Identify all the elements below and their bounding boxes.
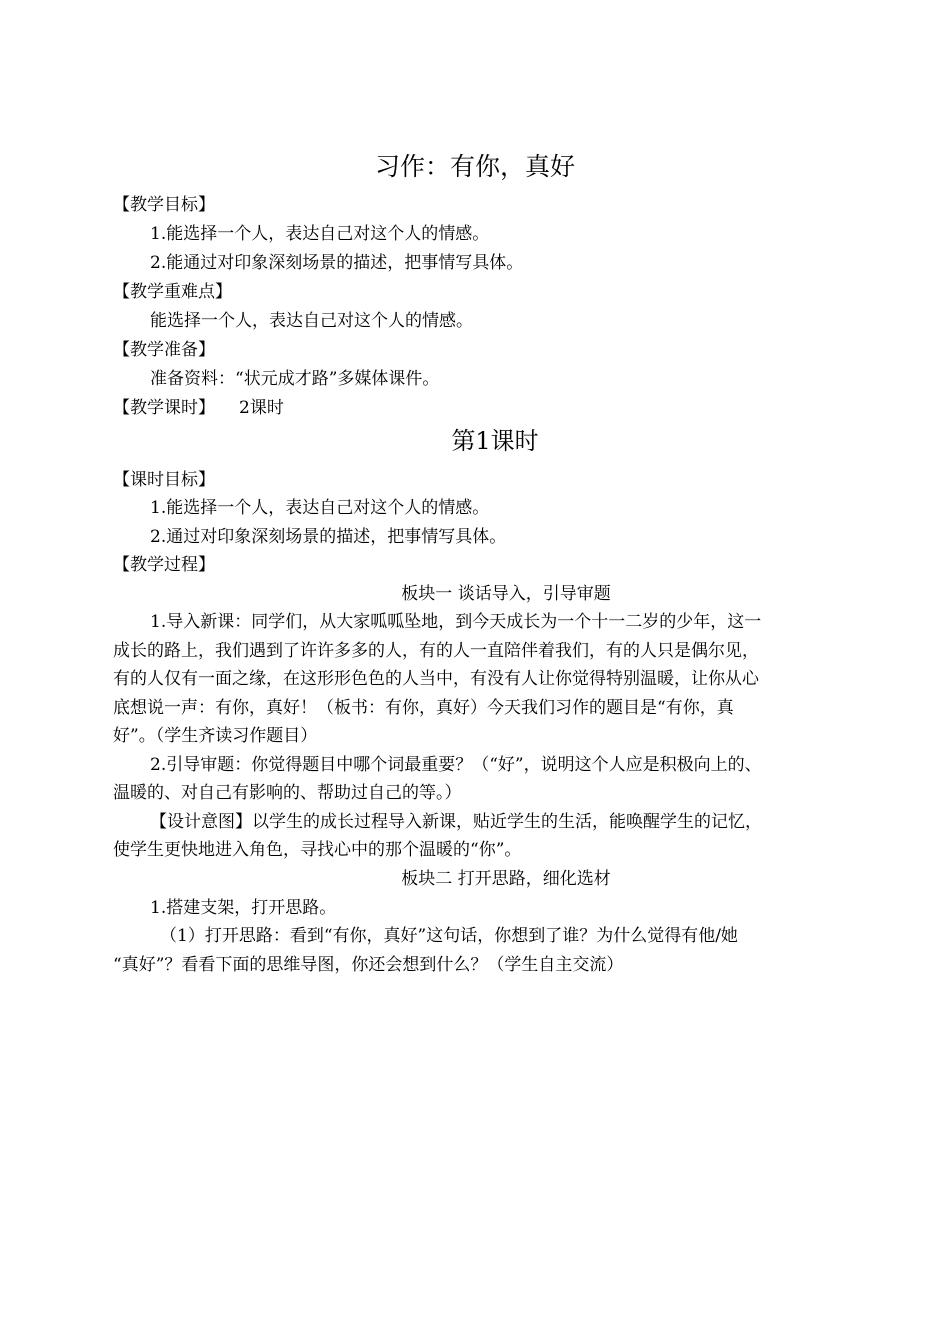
paragraph-line: （1）打开思路：看到“有你，真好”这句话，你想到了谁？为什么觉得有他/她 <box>160 926 738 946</box>
page-title: 习作：有你，真好 <box>374 152 575 181</box>
objective-item: 1.能选择一个人，表达自己对这个人的情感。 <box>150 224 490 244</box>
paragraph-line: 底想说一声：有你，真好！（板书：有你，真好）今天我们习作的题目是“有你，真 <box>113 698 734 718</box>
design-intent-line: 使学生更快地进入角色，寻找心中的那个温暖的“你”。 <box>113 840 522 860</box>
paragraph-line: 温暖的、对自己有影响的、帮助过自己的等。） <box>113 783 462 803</box>
objective-item: 2.能通过对印象深刻场景的描述，把事情写具体。 <box>150 253 524 273</box>
lesson-title: 第1课时 <box>451 427 539 455</box>
paragraph-line: 有的人仅有一面之缘，在这形形色色的人当中，有没有人让你觉得特别温暖，让你从心 <box>113 669 759 689</box>
lesson-objective-item: 2.通过对印象深刻场景的描述，把事情写具体。 <box>150 527 507 547</box>
paragraph-line: 1.搭建支架，打开思路。 <box>150 898 337 918</box>
section-title: 板块一 谈话导入，引导审题 <box>401 584 611 604</box>
paragraph-line: 好”。（学生齐读习作题目） <box>113 726 318 746</box>
design-intent-line: 【设计意图】以学生的成长过程导入新课，贴近学生的生活，能唤醒学生的记忆， <box>150 812 762 832</box>
paragraph-line: 1.导入新课：同学们，从大家呱呱坠地，到今天成长为一个十一二岁的少年，这一 <box>150 612 762 632</box>
hours-row <box>113 394 284 423</box>
lesson-objectives-heading: 【课时目标】 <box>113 470 215 490</box>
process-heading: 【教学过程】 <box>113 555 215 575</box>
preparation-text: 准备资料：“状元成才路”多媒体课件。 <box>150 369 440 389</box>
preparation-heading: 【教学准备】 <box>113 340 215 360</box>
paragraph-line: “真好”？看看下面的思维导图，你还会想到什么？（学生自主交流） <box>113 955 624 975</box>
section-title: 板块二 打开思路，细化选材 <box>401 869 611 889</box>
objectives-heading: 【教学目标】 <box>113 195 215 215</box>
hours-value: 2课时 <box>239 398 284 418</box>
hours-heading: 【教学课时】 <box>113 398 215 418</box>
paragraph-line: 2.引导审题：你觉得题目中哪个词最重要？（“好”，说明这个人应是积极向上的、 <box>150 755 762 775</box>
lesson-objective-item: 1.能选择一个人，表达自己对这个人的情感。 <box>150 498 490 518</box>
paragraph-line: 成长的路上，我们遇到了许许多多的人，有的人一直陪伴着我们，有的人只是偶尔见， <box>113 641 759 661</box>
key-points-heading: 【教学重难点】 <box>113 282 232 302</box>
key-points-text: 能选择一个人，表达自己对这个人的情感。 <box>150 311 473 331</box>
